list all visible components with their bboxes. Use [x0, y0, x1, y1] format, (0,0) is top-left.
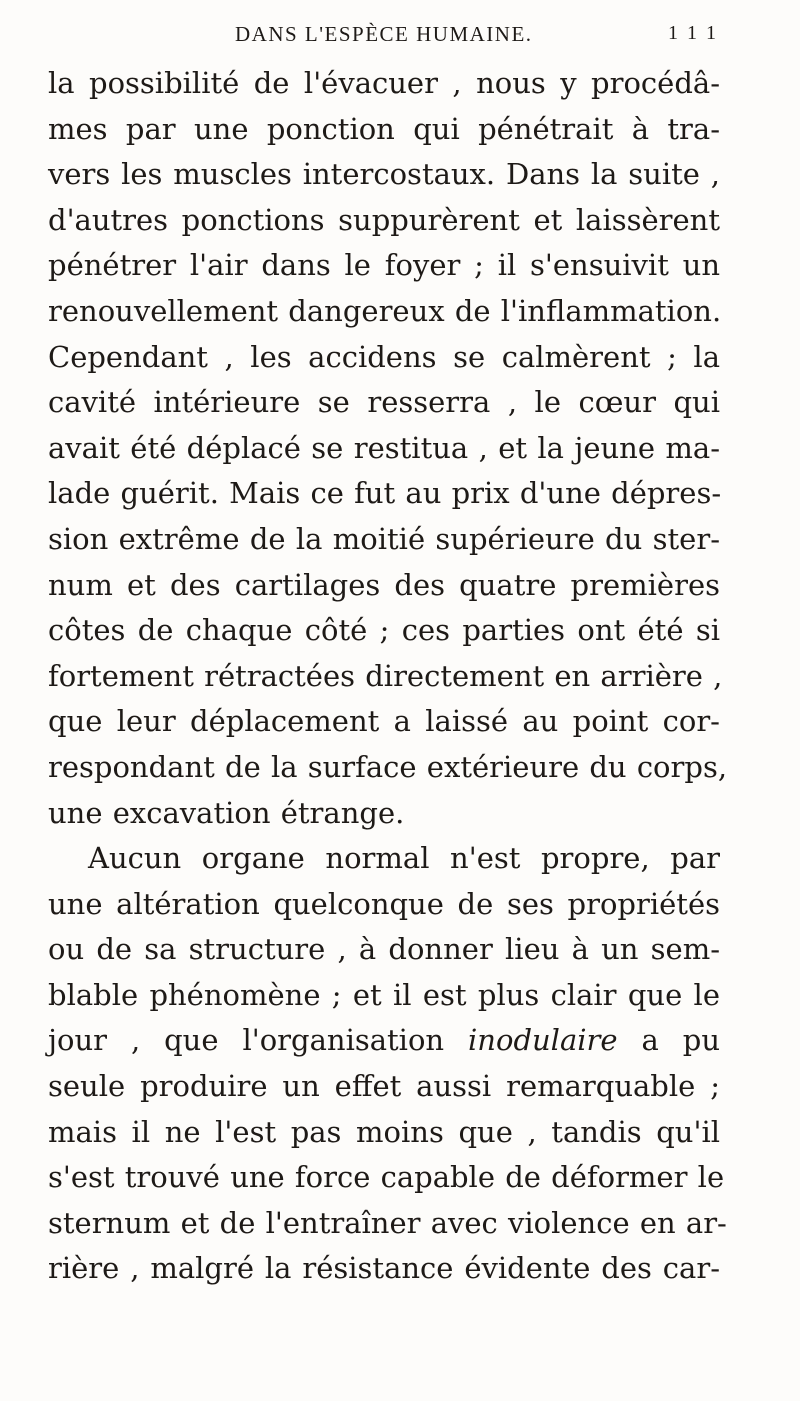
text-line: une excavation étrange.: [48, 795, 405, 830]
text-line: sternum et de l'entraîner avec violence en ar-: [48, 1205, 727, 1240]
text-line: fortement rétractées directement en arrière ,: [48, 658, 723, 693]
text-line: num et des cartilages des quatre premières: [48, 567, 720, 602]
text-run: a pu: [617, 1023, 720, 1058]
text-line-with-italic: [48, 1018, 720, 1064]
text-line: lade guérit. Mais ce fut au prix d'une dépres-: [48, 476, 722, 511]
paragraph-2: [48, 836, 727, 1292]
text-line: cavité intérieure se resserra , le cœur qui: [48, 385, 720, 420]
text-line: pénétrer l'air dans le foyer ; il s'ensuivit un: [48, 248, 720, 283]
running-head: [0, 22, 800, 52]
text-run: jour , que l'organisation: [48, 1023, 469, 1058]
text-line: blable phénomène ; et il est plus clair que le: [48, 977, 720, 1012]
text-line: rière , malgré la résistance évidente des car-: [48, 1251, 720, 1286]
text-line: s'est trouvé une force capable de déformer le: [48, 1160, 725, 1195]
text-line: côtes de chaque côté ; ces parties ont été si: [48, 613, 720, 648]
text-line: mais il ne l'est pas moins que , tandis qu'il: [48, 1114, 720, 1149]
text-line: vers les muscles intercostaux. Dans la suite ,: [48, 157, 720, 192]
text-line: avait été déplacé se restitua , et la jeune ma-: [48, 430, 720, 465]
body-text: [48, 61, 728, 1292]
text-line: d'autres ponctions suppurèrent et laissèrent: [48, 202, 720, 237]
italic-term: inodulaire: [468, 1023, 618, 1058]
text-line: seule produire un effet aussi remarquable ;: [48, 1069, 720, 1104]
text-line: Aucun organe normal n'est propre, par: [88, 841, 720, 876]
paragraph-1: [48, 61, 728, 836]
text-line: mes par une ponction qui pénétrait à tra-: [48, 111, 720, 146]
page-number: 1 1 1: [668, 22, 718, 44]
text-line: renouvellement dangereux de l'inflammation.: [48, 293, 722, 328]
text-line: la possibilité de l'évacuer , nous y procédâ-: [48, 66, 720, 100]
text-line: Cependant , les accidens se calmèrent ; la: [48, 339, 720, 374]
text-line: que leur déplacement a laissé au point cor-: [48, 704, 720, 739]
text-line: une altération quelconque de ses propriétés: [48, 886, 720, 921]
running-title: DANS L'ESPÈCE HUMAINE.: [235, 22, 533, 46]
text-line: sion extrême de la moitié supérieure du ster-: [48, 521, 720, 556]
text-line: ou de sa structure , à donner lieu à un sem-: [48, 932, 720, 967]
text-line: respondant de la surface extérieure du corps,: [48, 749, 728, 784]
